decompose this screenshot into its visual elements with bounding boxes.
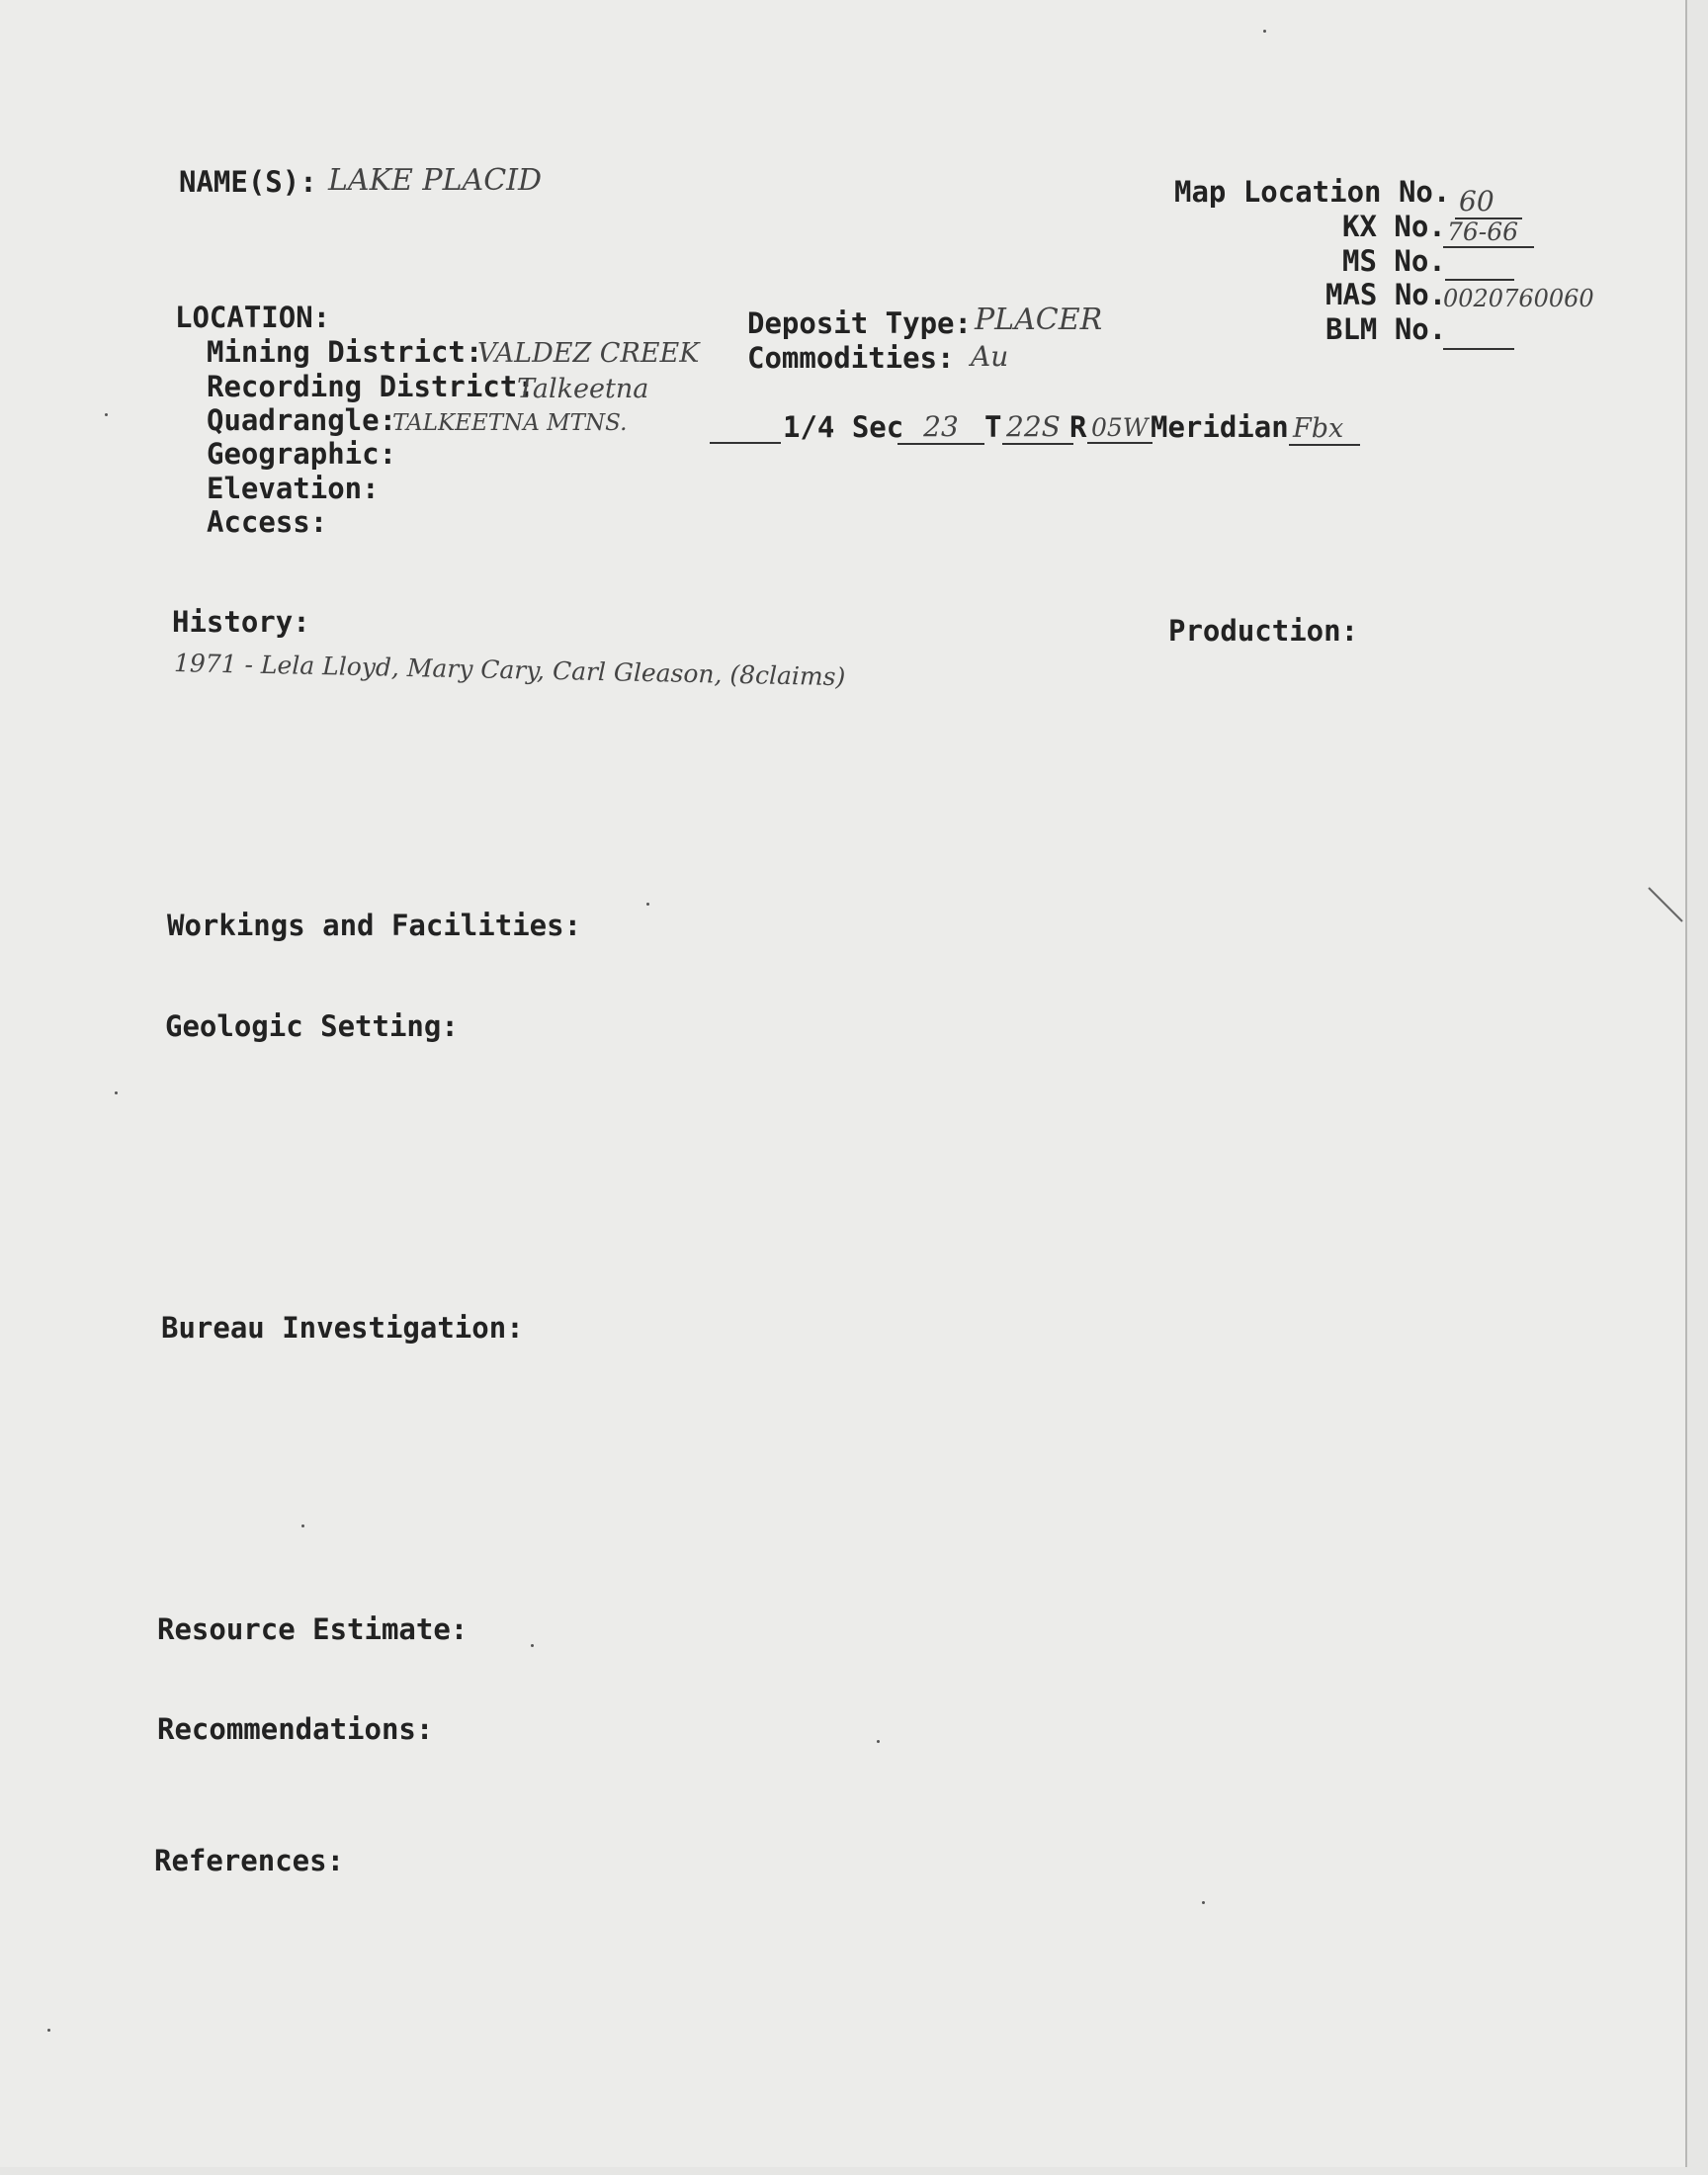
scan-speck xyxy=(1202,1901,1205,1904)
recording-district-value: Talkeetna xyxy=(517,374,649,404)
history-label: History: xyxy=(172,605,310,639)
names-label: NAME(S): xyxy=(179,165,317,199)
bureau-investigation-label: Bureau Investigation: xyxy=(161,1311,524,1345)
elevation-label: Elevation: xyxy=(207,472,380,505)
quarter-blank xyxy=(710,442,781,444)
scan-speck xyxy=(1263,30,1266,33)
deposit-type-label: Deposit Type: xyxy=(747,306,972,340)
blm-label: BLM No. xyxy=(1325,312,1447,346)
scan-speck xyxy=(301,1524,304,1527)
township-value: 22S xyxy=(1002,413,1073,445)
scan-speck xyxy=(531,1644,534,1647)
scan-speck xyxy=(47,2029,50,2032)
production-label: Production: xyxy=(1168,614,1359,648)
deposit-type-value: PLACER xyxy=(975,303,1103,337)
references-label: References: xyxy=(154,1844,345,1877)
sec-value: 23 xyxy=(897,413,984,445)
scan-speck xyxy=(646,903,649,906)
map-location-label: Map Location No. xyxy=(1174,175,1451,209)
scan-speck xyxy=(115,1091,118,1094)
commodities-value: Au xyxy=(971,340,1009,373)
geographic-label: Geographic: xyxy=(207,437,397,471)
scan-speck xyxy=(105,413,108,416)
kx-value: 76-66 xyxy=(1443,219,1534,248)
workings-label: Workings and Facilities: xyxy=(167,909,582,942)
kx-label: KX No. xyxy=(1342,210,1446,243)
scan-speck xyxy=(877,1740,880,1743)
ms-blank xyxy=(1445,279,1514,281)
recording-district-label: Recording District: xyxy=(207,370,535,403)
names-value: LAKE PLACID xyxy=(328,163,543,198)
blm-blank xyxy=(1443,348,1514,350)
recommendations-label: Recommendations: xyxy=(157,1712,434,1746)
quarter-sec-label: 1/4 Sec xyxy=(783,410,904,444)
mining-district-label: Mining District: xyxy=(207,335,483,369)
resource-estimate-label: Resource Estimate: xyxy=(157,1612,469,1646)
mas-label: MAS No. xyxy=(1325,278,1447,311)
range-label: R xyxy=(1069,410,1087,444)
meridian-value: Fbx xyxy=(1289,415,1360,446)
location-title: LOCATION: xyxy=(175,301,331,334)
access-label: Access: xyxy=(207,505,328,539)
township-label: T xyxy=(984,410,1002,444)
mas-value: 0020760060 xyxy=(1443,285,1594,312)
geologic-setting-label: Geologic Setting: xyxy=(165,1009,459,1043)
mining-district-value: VALDEZ CREEK xyxy=(477,338,700,369)
paper-crease-mark xyxy=(1647,886,1686,925)
commodities-label: Commodities: xyxy=(747,341,955,375)
range-value: 05W xyxy=(1087,415,1153,444)
quadrangle-label: Quadrangle: xyxy=(207,403,397,437)
meridian-label: Meridian xyxy=(1151,410,1289,444)
quadrangle-value: TALKEETNA MTNS. xyxy=(392,410,628,436)
ms-label: MS No. xyxy=(1342,244,1446,278)
map-location-value: 60 xyxy=(1455,188,1522,219)
history-value: 1971 - Lela Lloyd, Mary Cary, Carl Gleason, (8claims) xyxy=(173,649,846,692)
